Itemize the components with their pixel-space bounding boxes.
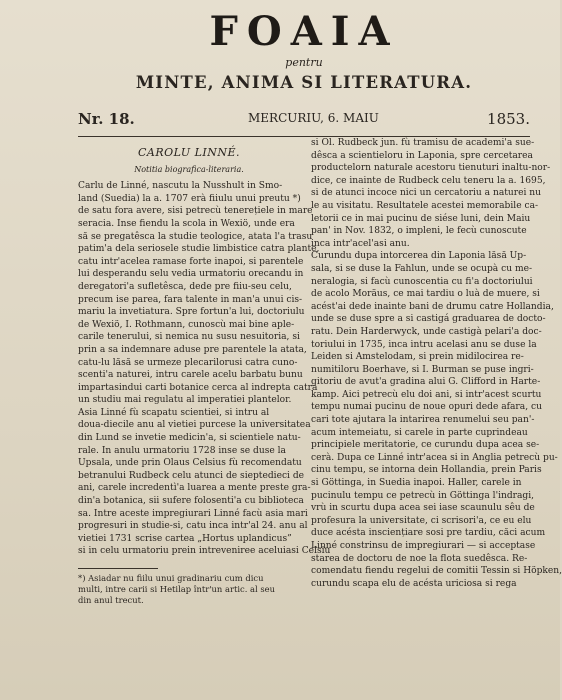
- article-columns: [78, 137, 562, 697]
- text-line: un studiu mai regulatu al imperatiei plantelor.: [78, 395, 292, 406]
- text-line: de satu fora avere, sisi petrecù tenerețiele in mare: [78, 206, 313, 217]
- text-line: betranului Rudbeck celu atunci de sieptedieci de: [78, 470, 305, 481]
- text-line: gitoriu de avut'a gradina alui G. Clifford in Harte-: [311, 377, 541, 388]
- text-line: catu intr'acelea ramase forte inapoi, si parentele: [78, 256, 304, 267]
- text-line: pucinulu tempu ce petrecù in Göttinga l'indragi,: [311, 490, 535, 501]
- text-line: prin a sa indemnare aduse pre parentele la atata,: [78, 344, 307, 355]
- right-column: [305, 137, 562, 697]
- text-line: doua-diecile anu al vietiei purcese la universitatea: [78, 420, 311, 431]
- text-line: ratu. Dein Harderwyck, unde castigà pelari'a doc-: [311, 326, 542, 337]
- text-line: de acolo Moräus, ce mai tardiu o luà de muere, si: [311, 289, 540, 300]
- text-line: vietiei 1731 scrise cartea „Hortus uplandicus”: [78, 533, 292, 544]
- issue-info: [78, 110, 530, 132]
- text-line: starea de doctoru de noe la flota suedêsca. Re-: [311, 553, 528, 564]
- text-line: ani, carele incredentì'a luarea a mente preste gra-: [78, 483, 311, 494]
- right-column-text: [311, 137, 562, 590]
- text-line: comendatu fiendu regelui de comitii Tessin si Höpken,: [311, 566, 562, 577]
- issue-year: 1853.: [487, 110, 530, 128]
- issue-number: Nr. 18.: [78, 110, 135, 128]
- text-line: profesura la universitate, ci scrisori'a, ce eu elu: [311, 515, 532, 526]
- footnote: [78, 573, 300, 606]
- text-line: curundu scapa elu de acésta uriciosa si rega: [311, 578, 517, 589]
- text-line: pan' in Nov. 1832, o impleni, le fecù cunoscute: [311, 226, 527, 237]
- text-line: si Göttinga, in Suedia inapoi. Haller, carele in: [311, 478, 522, 489]
- newspaper-subtitle: MINTE, ANIMA SI LITERATURA.: [135, 73, 473, 92]
- newspaper-title: FOAIA: [209, 8, 399, 55]
- text-line: să se pregatêsca la studie teologice, atata l'a trasu: [78, 231, 313, 242]
- text-line: scenti'a naturei, intru carele acelu barbatu bunu: [78, 370, 303, 381]
- text-line: Leiden si Amstelodam, si prein midilocirea re-: [311, 352, 524, 363]
- text-line: toriului in 1735, inca intru acelasi anu se duse la: [311, 339, 537, 350]
- text-line: neralogia, si facù cunoscentia cu fi'a doctoriului: [311, 276, 533, 287]
- text-line: dêsca a scientieloru in Laponia, spre cercetarea: [311, 150, 533, 161]
- left-column: [78, 137, 331, 697]
- title-connector: pentru: [285, 56, 323, 69]
- text-line: land (Suedia) la a. 1707 erà fiiulu unui preutu *): [78, 193, 301, 204]
- text-line: numitiloru Boerhave, si I. Burman se puse ingri-: [311, 364, 534, 375]
- text-line: deregatori'a sufletêsca, dede pre fiiu-seu celu,: [78, 281, 292, 292]
- text-line: le au visitatu. Resultatele acestei memorabile ca-: [311, 200, 539, 211]
- text-line: lui desperandu selu vedia urmatoriu orecandu in: [78, 269, 304, 280]
- text-line: de Wexiö, I. Rothmann, cunoscù mai bine aple-: [78, 319, 295, 330]
- text-line: acum intemeiatu, si carele in parte cuprindeau: [311, 427, 528, 438]
- article-subtitle: Notitia biografica-literaria.: [134, 164, 244, 174]
- text-line: kamp. Aici petrecù elu doi ani, si intr'acest scurtu: [311, 389, 542, 400]
- text-line: rale. In anulu urmatoriu 1728 inse se duse la: [78, 445, 286, 456]
- masthead: [78, 0, 530, 92]
- text-line: si de atunci incoce nici un cercatoriu a naturei nu: [311, 188, 542, 199]
- text-line: carile tenerului, si nemica nu susu nesuitoria, si: [78, 332, 300, 343]
- text-line: mariu la invetiatura. Spre fortun'a lui, doctoriulu: [78, 307, 305, 318]
- text-line: Carlu de Linné, nascutu la Nusshult in Smo-: [78, 181, 283, 192]
- text-line: multi, intre carii si Hetilap într'un artic. al seu: [78, 584, 276, 594]
- text-line: si in celu urmatoriu prein intreveniree aceluiasi Celsiu: [78, 546, 331, 557]
- text-line: patim'a dela seriosele studie limbistice catra plante,: [78, 244, 320, 255]
- text-line: Linné constrinsu de impregiurari — si acceptase: [311, 541, 536, 551]
- text-line: Curundu dupa intorcerea din Laponia lăsă Up-: [311, 251, 527, 262]
- text-line: Asia Linné fù scapatu scientiei, si intru al: [78, 407, 270, 418]
- text-line: Upsala, unde prin Olaus Celsius fù recomendatu: [78, 458, 302, 469]
- text-line: inca intr'acel'asi anu.: [311, 238, 410, 249]
- text-line: productelorn naturale acestoru tienuturi inaltu-nor-: [311, 163, 551, 174]
- text-line: cinu tempu, se intorna dein Hollandia, prein Paris: [311, 465, 542, 476]
- text-line: si Ol. Rudbeck jun. fù tramisu de academi'a sue-: [311, 138, 535, 148]
- text-line: acést'ai dede inainte bani de drumu catre Hollandia,: [311, 301, 554, 312]
- text-line: cerà. Dupa ce Linné intr'acea si in Anglia petrecù pu-: [311, 452, 558, 463]
- text-line: precum ise parea, fara talente in man'a unui cis-: [78, 294, 303, 305]
- text-line: dice, ce inainte de Rudbeck celu teneru la a. 1695,: [311, 175, 546, 186]
- text-line: principiele meritatorie, ce curundu dupa acea se-: [311, 440, 540, 451]
- text-line: duce acésta insciențiare sosi pre tardiu, căci acum: [311, 528, 546, 539]
- text-line: progresuri in studie-si, catu inca intr'al 24. anu al: [78, 521, 308, 532]
- text-line: din Lund se invetie medicin'a, si scientiele natu-: [78, 433, 301, 444]
- text-line: unde se duse spre a si castigá graduarea de docto-: [311, 314, 546, 325]
- text-line: sa. Intre aceste impregiurari Linné facù asia mari: [78, 508, 308, 519]
- footnote-rule: [78, 568, 158, 569]
- text-line: din anul trecut.: [78, 595, 144, 605]
- article-title: CAROLU LINNÉ.: [137, 146, 241, 159]
- text-line: sala, si se duse la Fahlun, unde se ocupà cu me-: [311, 263, 533, 274]
- text-line: din'a botanica, sii sufere folosenti'a cu biblioteca: [78, 496, 304, 507]
- text-line: catu-lu lăsă se urmeze plecarilorusi catra cuno-: [78, 357, 298, 368]
- text-line: impartasindui carti botanice cerca al indrepta catra: [78, 382, 318, 393]
- text-line: seracia. Inse fiendu la scola in Wexiö, unde era: [78, 218, 295, 229]
- text-line: letorii ce in mai pucinu de siése luni, dein Maiu: [311, 213, 531, 224]
- left-column-text: [78, 180, 331, 558]
- text-line: vrù in scurtu dupa acea sei iase scaunulu sêu de: [311, 503, 535, 514]
- text-line: cari tote ajutara la intarirea renumelui seu pan'-: [311, 415, 535, 426]
- issue-date: MERCURIU, 6. MAIU: [248, 111, 379, 125]
- text-line: tempu numai pucinu de noue opuri dede afara, cu: [311, 402, 542, 413]
- text-line: *) Asiadar nu fiilu unui gradinariu cum dicu: [78, 573, 264, 583]
